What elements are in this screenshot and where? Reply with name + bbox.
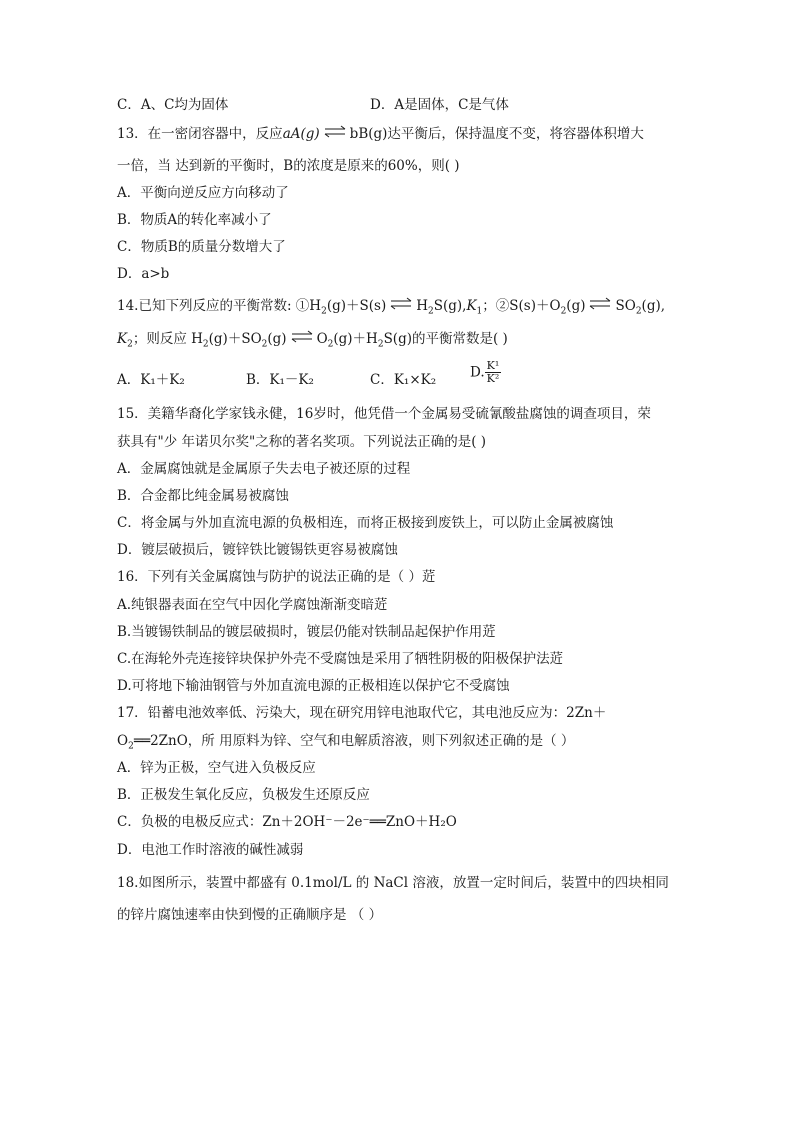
q13-option-a: A．平衡向逆反应方向移动了 xyxy=(117,185,289,201)
equilibrium-arrow-icon xyxy=(389,295,413,313)
q18-stem-line1: 18.如图所示，装置中都盛有 0.1mol/L 的 NaCl 溶液，放置一定时间后，装置中的四块相同 xyxy=(117,875,669,891)
equilibrium-arrow-icon xyxy=(290,328,314,346)
q13-stem-line1: 13．在一密闭容器中，反应aA(g) bB(g)达平衡后，保持温度不变，将容器体积增大 xyxy=(117,123,644,144)
q16-option-b: B.当镀锡铁制品的镀层破损时，镀层仍能对铁制品起保护作用菦 xyxy=(117,624,496,640)
q14-stem-line2: $K_2$；则反应 $H_2(g)+SO_2(g)$ $O_2(g)+H_2S(g)$的平衡常数是( ) xyxy=(117,328,508,349)
q16-option-d: D.可将地下输油钢管与外加直流电源的正极相连以保护它不受腐蚀 xyxy=(117,678,510,694)
q17-option-a: A．锌为正极，空气进入负极反应 xyxy=(117,760,316,776)
fraction: $\frac{\text{K¹}}{\text{K²}}$ xyxy=(486,359,500,385)
q12-option-d: D．A是固体，C是气体 xyxy=(370,97,509,113)
q16-option-a: A.纯银器表面在空气中因化学腐蚀渐渐变暗菦 xyxy=(117,597,388,613)
q12-option-c: C．A、C均为固体 xyxy=(117,97,229,113)
equilibrium-arrow-icon xyxy=(588,295,612,313)
q15-stem-line2: 获具有"少 年诺贝尔奖"之称的著名奖项。下列说法正确的是( ) xyxy=(117,434,487,450)
q17-stem-line2: $O_2══2ZnO$，所 用原料为锌、空气和电解质溶液，则下列叙述正确的是（ ） xyxy=(117,733,575,752)
q14-option-b: B．K₁－K₂ xyxy=(246,372,314,388)
equilibrium-arrow-icon xyxy=(323,123,347,141)
q15-option-c: C．将金属与外加直流电源的负极相连，而将正极接到废铁上，可以防止金属被腐蚀 xyxy=(117,515,614,531)
q13-option-c: C．物质B的质量分数增大了 xyxy=(117,239,286,255)
q17-option-b: B．正极发生氧化反应，负极发生还原反应 xyxy=(117,787,370,803)
q17-option-c: C．负极的电极反应式：Zn＋2OH⁻－2e⁻══ZnO＋H₂O xyxy=(117,814,457,830)
q14-stem-line1: 14.已知下列反应的平衡常数: $①H_2(g)+S(s)$ $H_2S(g),K_1$；$②S(s)+O_2(g)$ $SO_2(g)$, xyxy=(117,295,665,316)
q13-stem-line2: 一倍，当 达到新的平衡时，B的浓度是原来的60%，则( ) xyxy=(117,158,460,174)
q16-option-c: C.在海轮外壳连接锌块保护外壳不受腐蚀是采用了牺牲阴极的阳极保护法菦 xyxy=(117,651,564,667)
q14-option-d: D. $\frac{\text{K¹}}{\text{K²}}$ xyxy=(470,359,500,385)
q15-option-b: B．合金都比纯金属易被腐蚀 xyxy=(117,488,289,504)
q18-stem-line2: 的锌片腐蚀速率由快到慢的正确顺序是 （ ） xyxy=(117,907,383,923)
q16-stem: 16．下列有关金属腐蚀与防护的说法正确的是（ ）菦 xyxy=(117,569,436,585)
q15-option-a: A．金属腐蚀就是金属原子失去电子被还原的过程 xyxy=(117,461,411,477)
q14-option-c: C．K₁×K₂ xyxy=(370,372,437,388)
q17-option-d: D．电池工作时溶液的碱性减弱 xyxy=(117,842,304,858)
q13-option-b: B．物质A的转化率减小了 xyxy=(117,212,272,228)
q13-option-d: D．a>b xyxy=(117,266,170,282)
q17-stem-line1: 17．铅蓄电池效率低、污染大，现在研究用锌电池取代它，其电池反应为：2Zn＋ xyxy=(117,705,607,721)
q14-option-a: A．K₁＋K₂ xyxy=(117,372,185,388)
q15-option-d: D．镀层破损后，镀锌铁比镀锡铁更容易被腐蚀 xyxy=(117,542,398,558)
q15-stem-line1: 15．美籍华裔化学家钱永健，16岁时，他凭借一个金属易受硫氰酸盐腐蚀的调查项目，荣 xyxy=(117,406,651,422)
